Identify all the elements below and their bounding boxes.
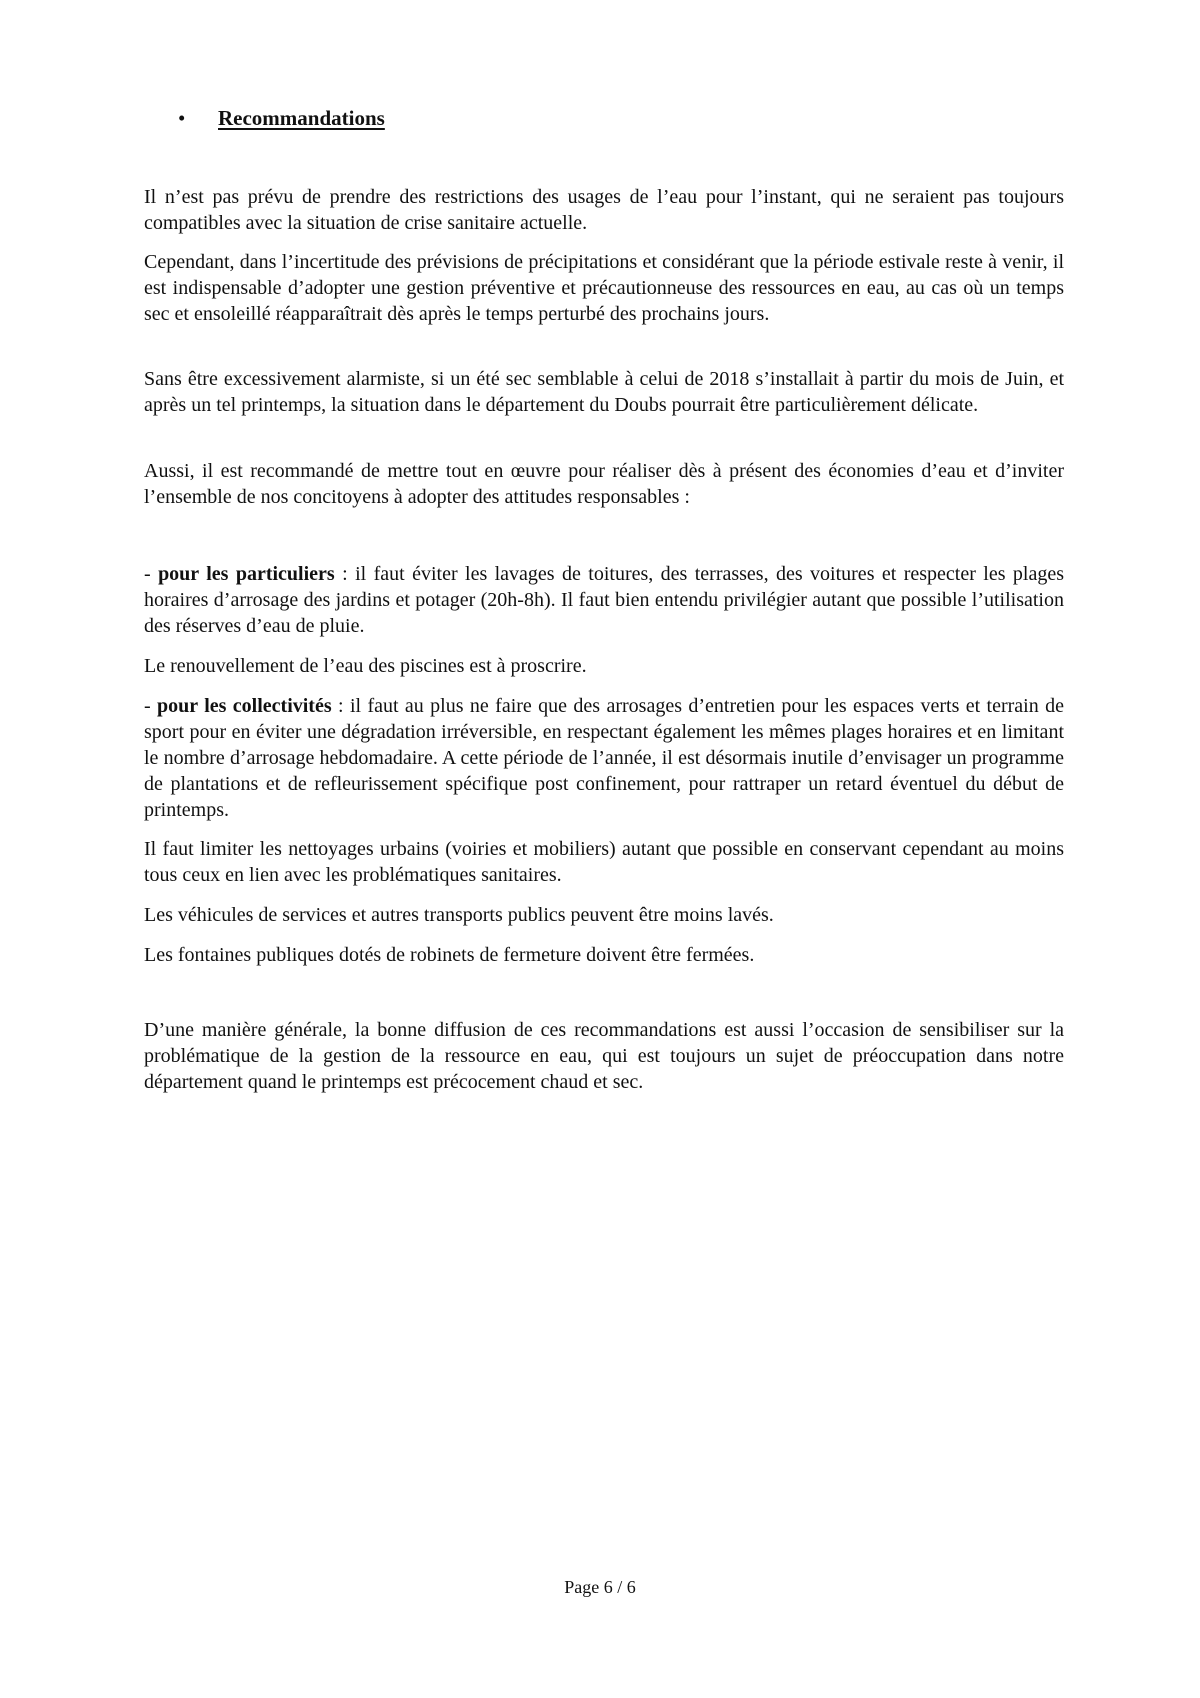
section-heading-text: Recommandations xyxy=(218,106,385,130)
collectivites-text: : il faut au plus ne faire que des arrosages d’entretien pour les espaces verts et terrain de sport pour en éviter une dégradation irréversible, en respectant également les mêmes plages horaires et en limitant le nombre d’arrosage hebdomadaire. A cette période de l’année, il est désormais inutile d’envisager un programme de plantations et de refleurissement spécifique post confinement, pour rattraper un retard éventuel du début de printemps. xyxy=(144,695,1064,821)
paragraph-recommendation: Aussi, il est recommandé de mettre tout en œuvre pour réaliser dès à présent des économies d’eau et d’inviter l’ensemble de nos concitoyens à adopter des attitudes responsables : xyxy=(144,460,1064,508)
page-number: Page 6 / 6 xyxy=(564,1577,636,1597)
paragraph-piscines: Le renouvellement de l’eau des piscines est à proscrire. xyxy=(144,655,587,677)
paragraph-nettoyages: Il faut limiter les nettoyages urbains (voiries et mobiliers) autant que possible en conservant cependant au moins tous ceux en lien avec les problématiques sanitaires. xyxy=(144,838,1064,886)
bullet-marker: • xyxy=(178,106,186,130)
paragraph-restrictions: Il n’est pas prévu de prendre des restrictions des usages de l’eau pour l’instant, qui ne seraient pas toujours compatibles avec la situation de crise sanitaire actuelle. xyxy=(144,186,1064,234)
paragraph-particuliers xyxy=(144,561,1064,639)
paragraph-fontaines: Les fontaines publiques dotés de robinets de fermeture doivent être fermées. xyxy=(144,944,755,966)
paragraph-conclusion: D’une manière générale, la bonne diffusion de ces recommandations est aussi l’occasion de sensibiliser sur la problématique de la gestion de la ressource en eau, qui est toujours un sujet de préoccupation dans notre département quand le printemps est précocement chaud et sec. xyxy=(144,1019,1064,1093)
paragraph-uncertainty: Cependant, dans l’incertitude des prévisions de précipitations et considérant que la période estivale reste à venir, il est indispensable d’adopter une gestion préventive et précautionneuse des ressources en eau, au cas où un temps sec et ensoleillé réapparaîtrait dès après le temps perturbé des prochains jours. xyxy=(144,251,1064,325)
collectivites-label: pour les collectivités xyxy=(157,695,332,717)
paragraph-2018-comparison: Sans être excessivement alarmiste, si un été sec semblable à celui de 2018 s’installait à partir du mois de Juin, et après un tel printemps, la situation dans le département du Doubs pourrait être particulièrement délicate. xyxy=(144,368,1064,416)
dash-prefix: - xyxy=(144,563,159,585)
section-heading xyxy=(178,104,385,132)
particuliers-label: pour les particuliers xyxy=(158,563,335,585)
particuliers-text: : il faut éviter les lavages de toitures, des terrasses, des voitures et respecter les plages horaires d’arrosage des jardins et potager (20h-8h). Il faut bien entendu privilégier autant que possible l’utilisation des réserves d’eau de pluie. xyxy=(144,563,1064,637)
paragraph-vehicules: Les véhicules de services et autres transports publics peuvent être moins lavés. xyxy=(144,904,774,926)
dash-prefix: - xyxy=(144,695,158,717)
paragraph-collectivites xyxy=(144,693,1064,823)
